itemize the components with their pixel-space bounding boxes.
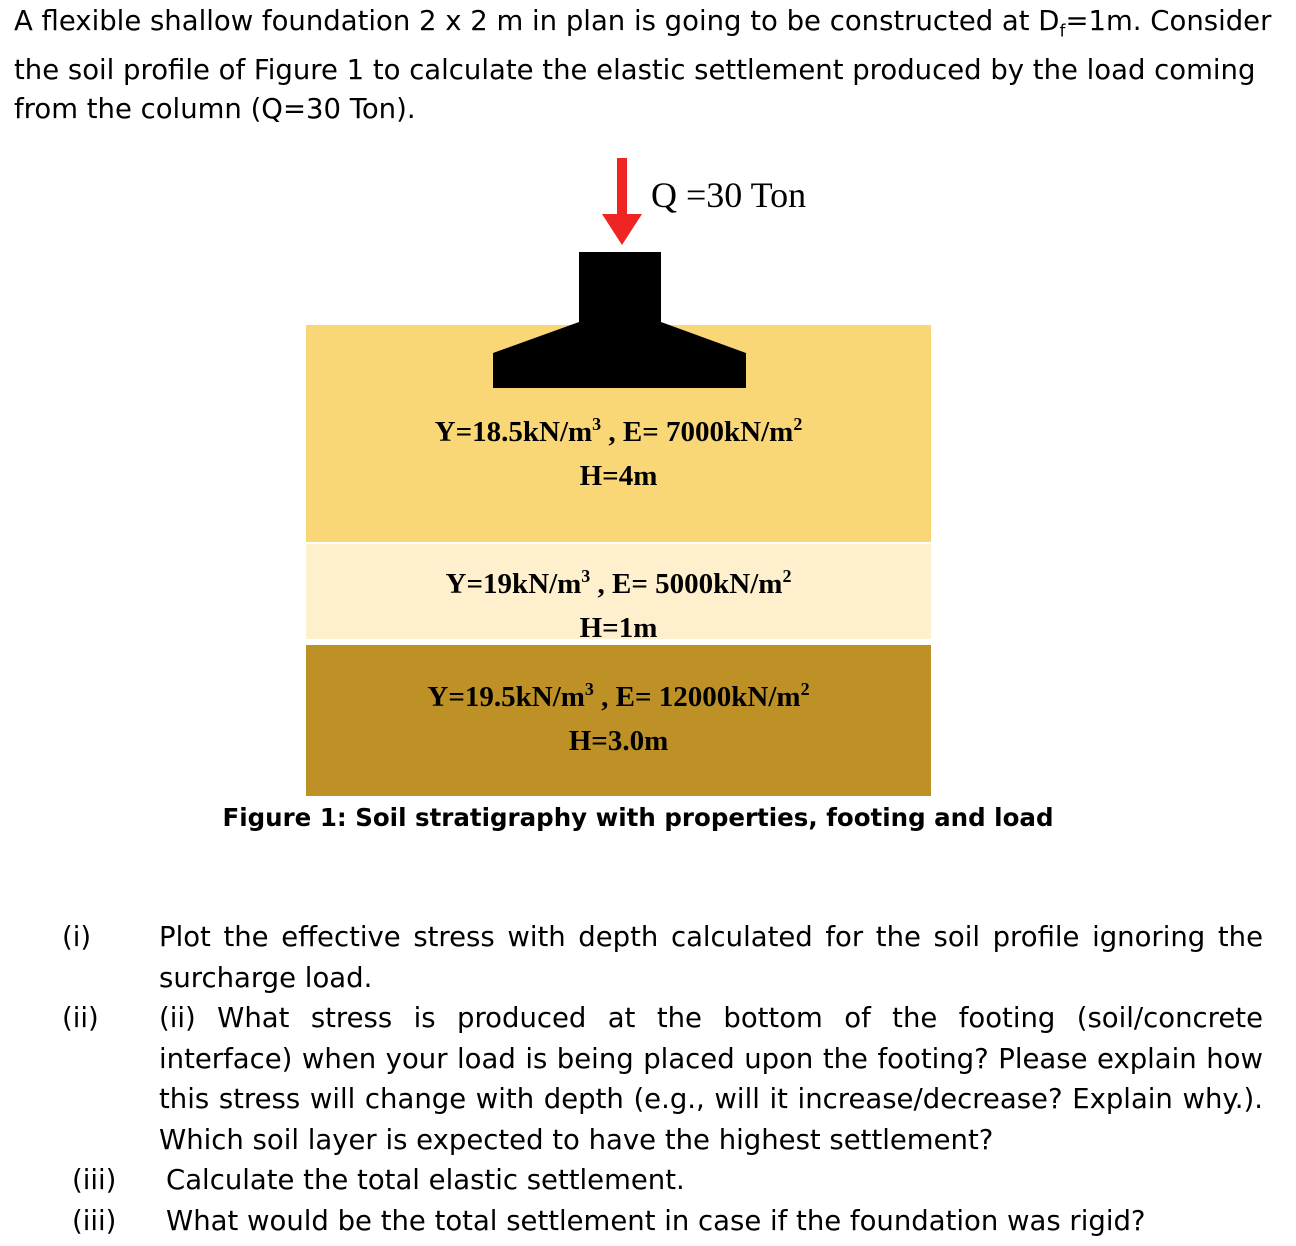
problem-statement-rest: =1m. Consider the soil profile of Figure 1 to calculate the elastic settlement produced by the load coming from the column (Q=30 Ton). [14, 5, 1272, 125]
question-text: (ii) What stress is produced at the bottom of the footing (soil/concrete interface) when your load is being placed upon the footing? Please explain how this stress will change with depth (e.g., will it increase/decrease? Explain why.). Which soil layer is expected to have the highest settlement? [159, 1002, 1263, 1156]
soil-layer-1-gamma-e: $\Upsilon=18.5kN/m^3$ , $E= 7000kN/m^2$ [434, 414, 803, 448]
soil-layer-2-gamma-e: $\Upsilon=19kN/m^3$ , $E= 5000kN/m^2$ [445, 566, 792, 600]
question-number: (iii) [72, 1164, 117, 1196]
soil-layer-1-height: H=4m [579, 460, 658, 492]
question-item [0, 917, 1296, 998]
footing-base [493, 322, 746, 388]
question-item [0, 998, 1296, 1160]
question-list [0, 917, 1296, 1241]
question-text: Plot the effective stress with depth calculated for the soil profile ignoring the surcharge load. [159, 921, 1263, 994]
question-item [0, 1160, 1296, 1201]
figure-caption: Figure 1: Soil stratigraphy with properties, footing and load [222, 803, 1054, 832]
question-number: (i) [62, 921, 92, 953]
soil-layer-2-height: H=1m [579, 612, 658, 644]
question-number: (iii) [72, 1204, 117, 1237]
question-text: Calculate the total elastic settlement. [166, 1164, 685, 1196]
footing-column [579, 252, 661, 328]
question-item [0, 1201, 1296, 1242]
question-text: What would be the total settlement in case if the foundation was rigid? [166, 1204, 1146, 1237]
problem-statement-text: A flexible shallow foundation 2 x 2 m in plan is going to be constructed at D [14, 5, 1060, 37]
subscript-f: f [1059, 21, 1066, 42]
load-label: Q =30 Ton [651, 175, 807, 215]
question-number: (ii) [62, 1002, 99, 1034]
soil-layer-3-height: H=3.0m [568, 725, 669, 757]
soil-layer-3-gamma-e: $\Upsilon=19.5kN/m^3$ , $E= 12000kN/m^2$ [427, 679, 810, 713]
